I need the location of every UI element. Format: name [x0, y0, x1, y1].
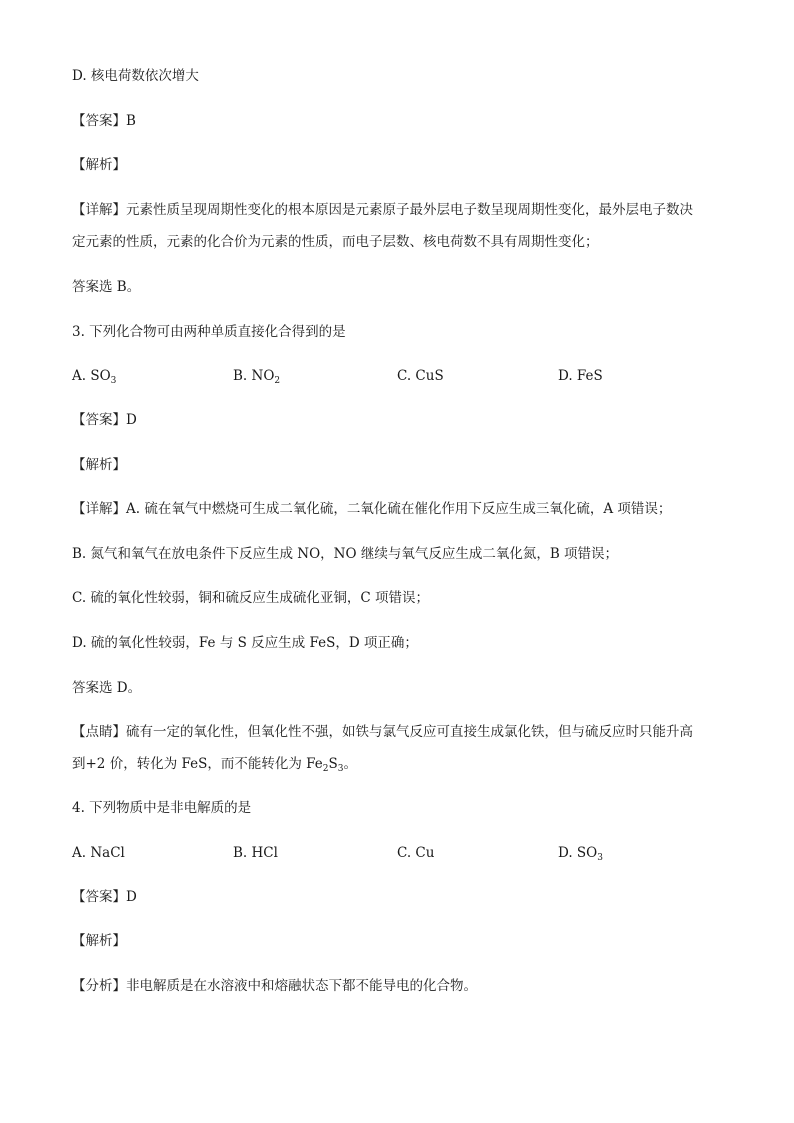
q3-detail-d: D. 硫的氧化性较弱，Fe 与 S 反应生成 FeS，D 项正确；	[72, 635, 418, 651]
q3-detail-a: 【详解】A. 硫在氧气中燃烧可生成二氧化硫，二氧化硫在催化作用下反应生成三氧化硫，A 项错误；	[72, 501, 672, 517]
q4-option-d: D. $SO_3$	[558, 845, 603, 863]
q3-option-a: A. $SO_3$	[72, 368, 117, 386]
q3-answer: 【答案】D	[72, 412, 137, 428]
q3-conclusion: 答案选 D。	[72, 680, 142, 696]
q2-analysis-heading: 【解析】	[72, 157, 126, 173]
q2-detail-line-1: 【详解】元素性质呈现周期性变化的根本原因是元素原子最外层电子数呈现周期性变化，最外层电子数决	[72, 202, 693, 218]
q2-conclusion: 答案选 B。	[72, 279, 141, 295]
q4-option-a: A. NaCl	[72, 845, 125, 861]
q3-stem: 3. 下列化合物可由两种单质直接化合得到的是	[72, 324, 346, 340]
q4-option-b: B. HCl	[233, 845, 278, 861]
q3-detail-c: C. 硫的氧化性较弱，铜和硫反应生成硫化亚铜，C 项错误；	[72, 590, 430, 606]
q2-answer: 【答案】B	[72, 113, 136, 129]
q3-option-d: D. FeS	[558, 368, 603, 384]
q4-analysis-heading: 【解析】	[72, 933, 126, 949]
q3-option-c: C. CuS	[397, 368, 444, 384]
q4-summary: 【分析】非电解质是在水溶液中和熔融状态下都不能导电的化合物。	[72, 978, 477, 994]
q3-option-b: B. $NO_2$	[233, 368, 281, 386]
q3-detail-b: B. 氮气和氧气在放电条件下反应生成 NO，NO 继续与氧气反应生成二氧化氮，B 项错误；	[72, 546, 619, 562]
q2-detail-line-2: 定元素的性质，元素的化合价为元素的性质，而电子层数、核电荷数不具有周期性变化；	[72, 234, 599, 250]
q4-answer: 【答案】D	[72, 889, 137, 905]
q3-note-line-1: 【点睛】硫有一定的氧化性，但氧化性不强，如铁与氯气反应可直接生成氯化铁，但与硫反应时只能升高	[72, 724, 693, 740]
q4-stem: 4. 下列物质中是非电解质的是	[72, 800, 252, 816]
q4-option-c: C. Cu	[397, 845, 435, 861]
q3-note-line-2: 到+2 价，转化为 FeS，而不能转化为 $Fe_2S_3$。	[72, 756, 357, 774]
q2-option-d: D. 核电荷数依次增大	[72, 68, 199, 84]
q3-analysis-heading: 【解析】	[72, 457, 126, 473]
